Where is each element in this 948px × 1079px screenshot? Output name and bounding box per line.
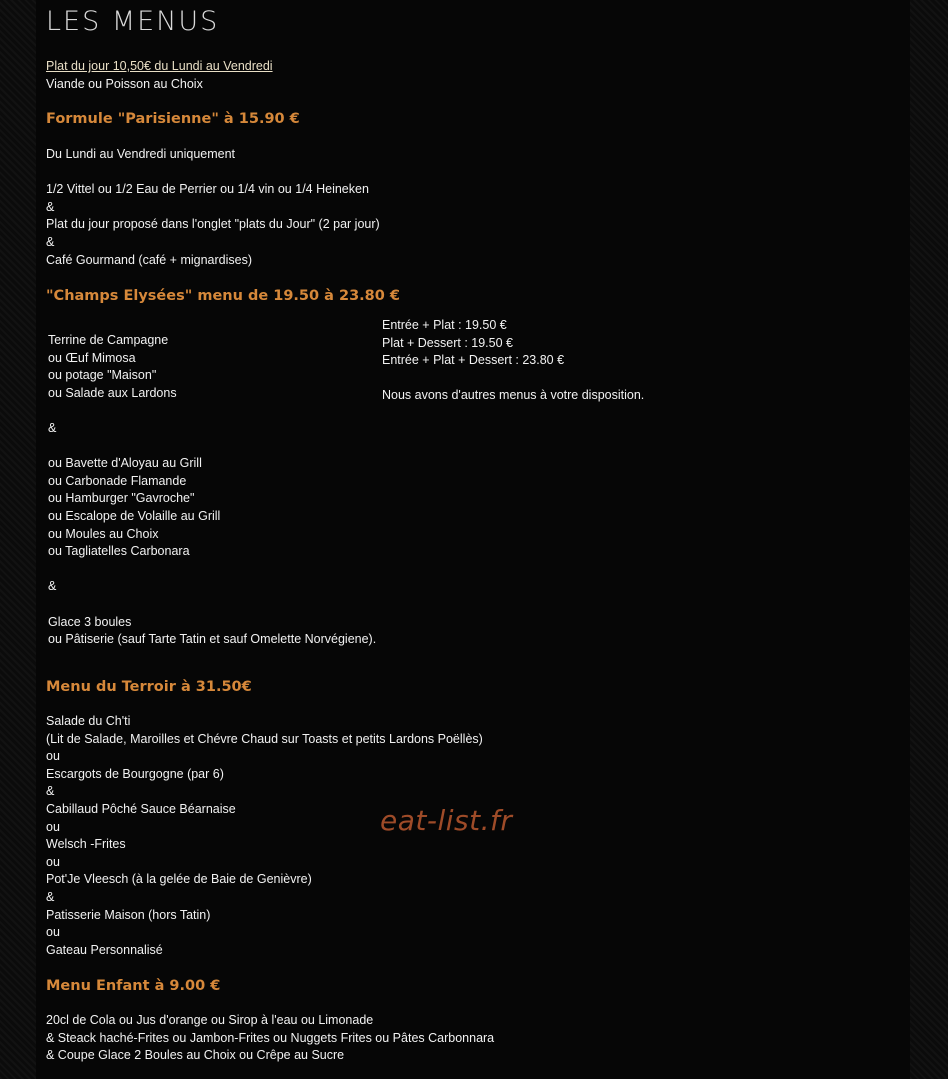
menu-line: Pot'Je Vleesch (à la gelée de Baie de Genièvre) — [46, 872, 312, 887]
menu-line: ou Bavette d'Aloyau au Grill — [48, 456, 202, 471]
menu-line: Entrée + Plat + Dessert : 23.80 € — [382, 353, 565, 368]
menu-line: ou potage "Maison" — [48, 368, 157, 383]
blank-line — [48, 402, 376, 420]
heading-menu-terroir: Menu du Terroir à 31.50€ — [46, 679, 252, 695]
menu-line: & — [48, 420, 57, 435]
menu-line: Terrine de Campagne — [48, 333, 169, 347]
menu-line: Glace 3 boules — [48, 614, 132, 629]
blank-line — [46, 164, 380, 182]
menu-line: 1/2 Vittel ou 1/2 Eau de Perrier ou 1/4 vin ou 1/4 Heineken — [46, 182, 369, 197]
blank-line — [48, 438, 376, 456]
menu-line: Escargots de Bourgogne (par 6) — [46, 766, 224, 781]
menu-line: ou Hamburger "Gavroche" — [48, 491, 195, 506]
blank-line — [48, 596, 376, 614]
blank-line — [382, 370, 644, 388]
menu-line: ou Œuf Mimosa — [48, 350, 136, 365]
menu-line: Café Gourmand (café + mignardises) — [46, 252, 252, 267]
menu-line: Plat du jour proposé dans l'onglet "plats du Jour" (2 par jour) — [46, 217, 380, 232]
menu-line: Du Lundi au Vendredi uniquement — [46, 147, 236, 161]
menu-line: ou Carbonade Flamande — [48, 473, 187, 488]
menu-line: ou Tagliatelles Carbonara — [48, 544, 190, 559]
heading-menu-enfant: Menu Enfant à 9.00 € — [46, 978, 221, 994]
menu-line: Cabillaud Pôché Sauce Béarnaise — [46, 801, 236, 816]
menu-line: & — [46, 199, 55, 214]
menu-line: 20cl de Cola ou Jus d'orange ou Sirop à l'eau ou Limonade — [46, 1013, 374, 1027]
page-title: LES MENUS — [46, 6, 220, 37]
left-pattern-border — [0, 0, 36, 1079]
menu-line: Gateau Personnalisé — [46, 942, 163, 957]
menu-line: Entrée + Plat : 19.50 € — [382, 318, 507, 332]
menu-line: ou — [46, 854, 60, 869]
menu-line: ou — [46, 925, 60, 940]
enfant-details — [46, 1012, 494, 1065]
intro — [46, 58, 273, 93]
intro-line: Viande ou Poisson au Choix — [46, 76, 203, 91]
champs-prices — [382, 317, 644, 405]
blank-line — [48, 561, 376, 579]
menu-line: (Lit de Salade, Maroilles et Chévre Chaud sur Toasts et petits Lardons Poëllès) — [46, 731, 483, 746]
menu-line: ou Salade aux Lardons — [48, 385, 177, 400]
menu-line: Nous avons d'autres menus à votre disposition. — [382, 388, 645, 403]
watermark-logo: eat-list.fr — [380, 804, 513, 837]
champs-choices — [48, 332, 376, 649]
menu-line: ou Escalope de Volaille au Grill — [48, 508, 221, 523]
plat-du-jour-link[interactable]: Plat du jour 10,50€ du Lundi au Vendredi — [46, 59, 273, 73]
menu-line: ou — [46, 749, 60, 764]
menu-line: & — [46, 889, 55, 904]
menu-line: & Coupe Glace 2 Boules au Choix ou Crêpe au Sucre — [46, 1048, 345, 1063]
menu-line: ou Pâtiserie (sauf Tarte Tatin et sauf Omelette Norvégiene). — [48, 632, 377, 647]
menu-line: Salade du Ch'ti — [46, 714, 131, 728]
heading-champs-elysees: "Champs Elysées" menu de 19.50 à 23.80 € — [46, 288, 400, 304]
heading-formule-parisienne: Formule "Parisienne" à 15.90 € — [46, 111, 300, 127]
menu-line: & — [46, 234, 55, 249]
parisienne-details — [46, 146, 380, 269]
right-pattern-border — [910, 0, 948, 1079]
menu-line: & — [46, 784, 55, 799]
menu-line: ou — [46, 819, 60, 834]
menu-line: Welsch -Frites — [46, 837, 126, 852]
menu-line: Plat + Dessert : 19.50 € — [382, 335, 513, 350]
menu-line: & — [48, 579, 57, 594]
menu-line: & Steack haché-Frites ou Jambon-Frites ou Nuggets Frites ou Pâtes Carbonnara — [46, 1030, 495, 1045]
menu-line: Patisserie Maison (hors Tatin) — [46, 907, 211, 922]
menu-line: ou Moules au Choix — [48, 526, 159, 541]
